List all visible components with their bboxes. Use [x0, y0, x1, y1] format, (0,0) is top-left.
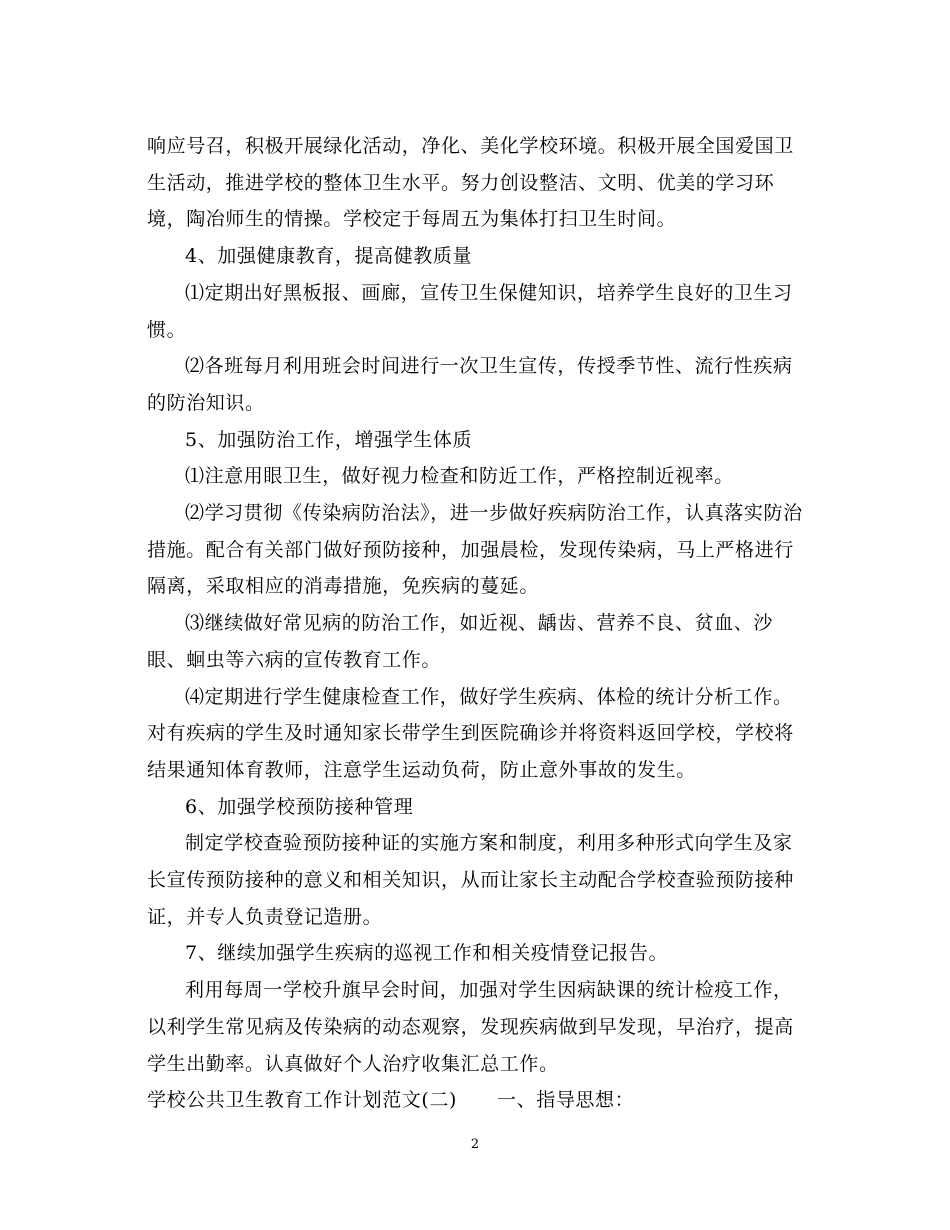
page-number: 2 — [470, 1137, 480, 1152]
section-heading-4: 4、加强健康教育，提高健教质量 — [185, 245, 473, 268]
list-item-4-1: ⑴定期出好黑板报、画廊，宣传卫生保健知识，培养学生良好的卫生习惯。 — [147, 281, 793, 341]
section-heading-5: 5、加强防治工作，增强学生体质 — [185, 428, 473, 451]
paragraph-section-7: 利用每周一学校升旗早会时间，加强对学生因病缺课的统计检疫工作，以利学生常见病及传染病的动态观察，发现疾病做到早发现，早治疗，提高学生出勤率。认真做好个人治疗收集汇总工作。 — [147, 979, 794, 1075]
list-item-4-2: ⑵各班每月利用班会时间进行一次卫生宣传，传授季节性、流行性疾病的防治知识。 — [147, 355, 793, 414]
document-body — [147, 128, 812, 1119]
paragraph-continuation: 响应号召，积极开展绿化活动，净化、美化学校环境。积极开展全国爱国卫生活动，推进学校的整体卫生水平。努力创设整洁、文明、优美的学习环境，陶冶师生的情操。学校定于每周五为集体打扫卫生时间。 — [147, 135, 794, 231]
list-item-5-3: ⑶继续做好常见病的防治工作，如近视、龋齿、营养不良、贫血、沙眼、蛔虫等六病的宣传教育工作。 — [147, 612, 774, 671]
list-item-5-1: ⑴注意用眼卫生，做好视力检查和防近工作，严格控制近视率。 — [185, 465, 734, 488]
section-heading-guiding: 一、指导思想： — [497, 1089, 635, 1112]
document-title: 学校公共卫生教育工作计划范文(二) — [147, 1089, 458, 1112]
paragraph-section-6: 制定学校查验预防接种证的实施方案和制度，利用多种形式向学生及家长宣传预防接种的意义和相关知识，从而让家长主动配合学校查验预防接种证，并专人负责登记造册。 — [147, 832, 794, 928]
section-heading-7: 7、继续加强学生疾病的巡视工作和相关疫情登记报告。 — [185, 942, 669, 965]
list-item-5-4: ⑷定期进行学生健康检查工作，做好学生疾病、体检的统计分析工作。对有疾病的学生及时通知家长带学生到医院确诊并将资料返回学校，学校将结果通知体育教师，注意学生运动负荷，防止意外事故的发生。 — [147, 685, 794, 781]
document-title-line — [147, 1082, 812, 1119]
section-heading-6: 6、加强学校预防接种管理 — [185, 795, 414, 818]
list-item-5-2: ⑵学习贯彻《传染病防治法》，进一步做好疾病防治工作，认真落实防治措施。配合有关部门做好预防接种，加强晨检，发现传染病，马上严格进行隔离，采取相应的消毒措施，免疾病的蔓延。 — [147, 502, 803, 598]
